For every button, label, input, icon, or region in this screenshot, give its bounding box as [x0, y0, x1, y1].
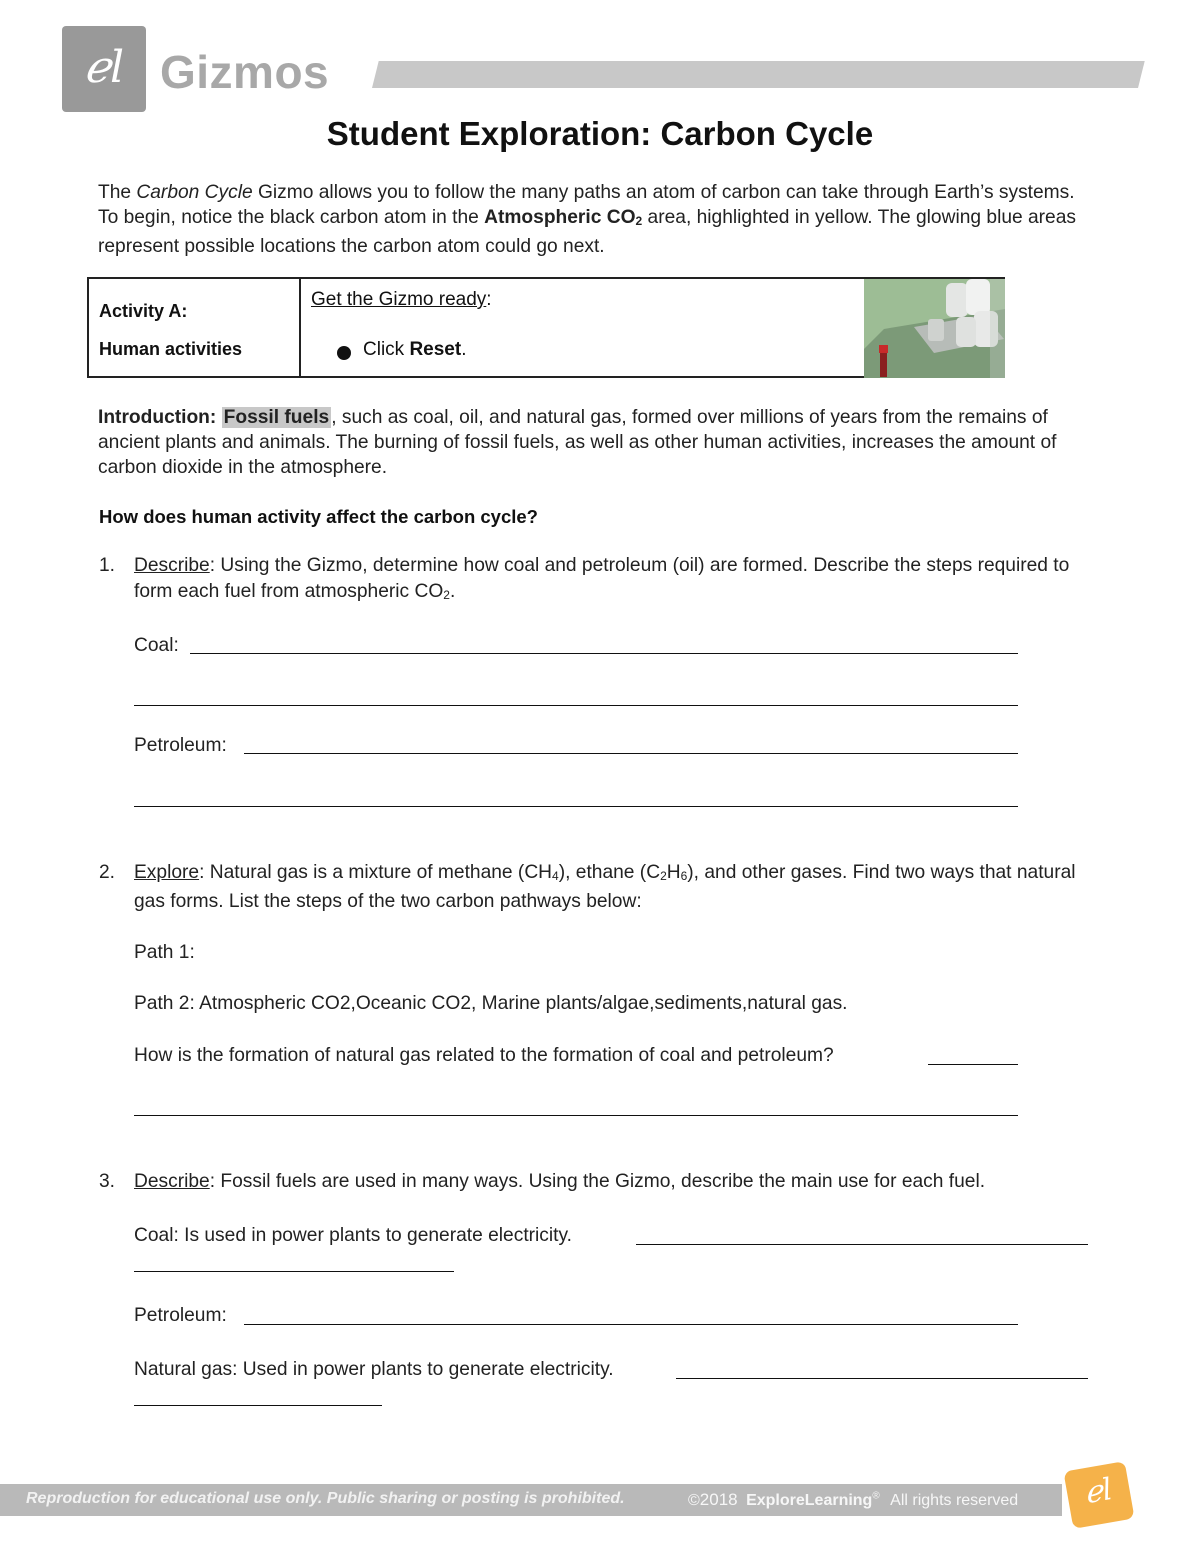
- power-plant-image: [864, 279, 1005, 378]
- ready-heading-text: Get the Gizmo ready: [311, 289, 487, 310]
- brand-name: Gizmos: [160, 46, 330, 98]
- page-title: Student Exploration: Carbon Cycle: [326, 115, 874, 152]
- registered-mark: ®: [872, 1490, 880, 1502]
- intro-text-c: area, highlighted in yellow. The glowing blue areas represent possible locations the carbon atom could go next.: [98, 207, 1076, 257]
- petroleum-use-line[interactable]: [244, 1324, 1018, 1325]
- ready-colon: :: [486, 289, 492, 310]
- power-plant-illustration: [864, 279, 1005, 378]
- relation-answer-line-2[interactable]: [134, 1115, 1018, 1116]
- q2-sub-1: 4: [552, 869, 559, 883]
- rights-text: All rights reserved: [890, 1492, 1019, 1509]
- copyright-symbol: ©: [688, 1492, 700, 1509]
- q1-prompt: [134, 553, 1094, 608]
- q1-number: 1.: [99, 555, 116, 576]
- coal-answer-line-1[interactable]: [190, 653, 1018, 654]
- q2-text-d: ), and other gases. Find two ways that natural gas forms. List the steps of the two carbon pathways below:: [134, 862, 1076, 912]
- intro-text-b: Gizmo allows you to follow the many paths an atom of carbon can take through Earth’s systems. To begin, notice the black carbon atom in the: [98, 182, 1075, 228]
- footer-copyright: [688, 1490, 1018, 1510]
- q2-sub-2: 2: [660, 869, 667, 883]
- q2-text-c: H: [666, 862, 681, 883]
- q1-text-a: : Using the Gizmo, determine how coal and petroleum (oil) are formed. Describe the steps required to form each fuel from atmospheric CO: [134, 555, 1070, 602]
- q3-prompt: [134, 1169, 1114, 1195]
- activity-table: [87, 277, 1005, 378]
- path-1: Path 1:: [134, 942, 195, 963]
- petroleum-answer-line-1[interactable]: [244, 753, 1018, 754]
- coal-use-answer: Coal: Is used in power plants to generate electricity.: [134, 1225, 572, 1246]
- natural-gas-use-line-2[interactable]: [134, 1405, 382, 1406]
- ready-heading: [311, 289, 492, 311]
- intro-text-a: The: [98, 182, 137, 203]
- table-divider: [299, 279, 301, 378]
- reset-label: Reset: [409, 339, 462, 360]
- introduction-paragraph: [98, 405, 1098, 480]
- q2-number: 2.: [99, 862, 116, 883]
- q2-sub-3: 6: [680, 869, 688, 883]
- intro-atmospheric-co2: Atmospheric CO: [484, 207, 636, 228]
- guiding-question: How does human activity affect the carbon cycle?: [99, 506, 538, 527]
- petroleum-answer-line-2[interactable]: [134, 806, 1018, 807]
- company-name: ExploreLearning: [746, 1492, 873, 1509]
- q1-text-b: .: [449, 581, 456, 602]
- q3-number: 3.: [99, 1171, 116, 1192]
- explorelearning-logo: [1063, 1461, 1134, 1529]
- footer-note: Reproduction for educational use only. Public sharing or posting is prohibited.: [26, 1490, 625, 1507]
- q1-verb: Describe: [134, 555, 210, 576]
- activity-name: Human activities: [99, 339, 243, 359]
- petroleum-label: Petroleum:: [134, 735, 227, 756]
- q2-verb: Explore: [134, 862, 200, 883]
- relation-answer-line-1[interactable]: [928, 1064, 1018, 1065]
- natural-gas-use-answer: Natural gas: Used in power plants to generate electricity.: [134, 1359, 614, 1380]
- ready-step-suffix: .: [461, 339, 467, 360]
- coal-answer-line-2[interactable]: [134, 705, 1018, 706]
- q1-subscript: 2: [443, 588, 450, 602]
- coal-use-line-1[interactable]: [636, 1244, 1088, 1245]
- bullet-icon: [337, 346, 351, 360]
- relation-question: How is the formation of natural gas related to the formation of coal and petroleum?: [134, 1045, 834, 1066]
- natural-gas-use-line-1[interactable]: [676, 1378, 1088, 1379]
- gizmos-logo: [62, 26, 146, 112]
- coal-label: Coal:: [134, 635, 179, 656]
- footer-logo-mark: ℯl: [1081, 1471, 1115, 1512]
- ready-step-prefix: Click: [363, 339, 410, 360]
- ready-step: [363, 339, 466, 361]
- copyright-year: 2018: [699, 1490, 738, 1509]
- activity-label: Activity A:: [99, 301, 188, 321]
- q2-text-a: : Natural gas is a mixture of methane (CH: [199, 862, 553, 883]
- q3-text: : Fossil fuels are used in many ways. Using the Gizmo, describe the main use for each fuel.: [209, 1171, 986, 1192]
- q2-text-b: ), ethane (C: [558, 862, 661, 883]
- fossil-fuels-term: Fossil fuels: [223, 407, 330, 428]
- el-logo-mark: ℯl: [83, 42, 125, 93]
- intro-subscript: 2: [635, 214, 643, 228]
- q2-prompt: [134, 860, 1094, 915]
- coal-use-line-2[interactable]: [134, 1271, 454, 1272]
- petroleum-use-label: Petroleum:: [134, 1305, 227, 1326]
- introduction-text: , such as coal, oil, and natural gas, formed over millions of years from the remains of ancient plants and animals. The burning of fossil fuels, as well as other human activities, increases the amount of carbon dioxide in the atmosphere.: [98, 407, 1057, 478]
- header-bar: [372, 61, 1145, 88]
- intro-paragraph: [98, 180, 1098, 259]
- path-2: Path 2: Atmospheric CO2,Oceanic CO2, Marine plants/algae,sediments,natural gas.: [134, 993, 848, 1014]
- introduction-label: Introduction:: [98, 407, 217, 428]
- q3-verb: Describe: [134, 1171, 210, 1192]
- intro-gizmo-name: Carbon Cycle: [136, 182, 253, 203]
